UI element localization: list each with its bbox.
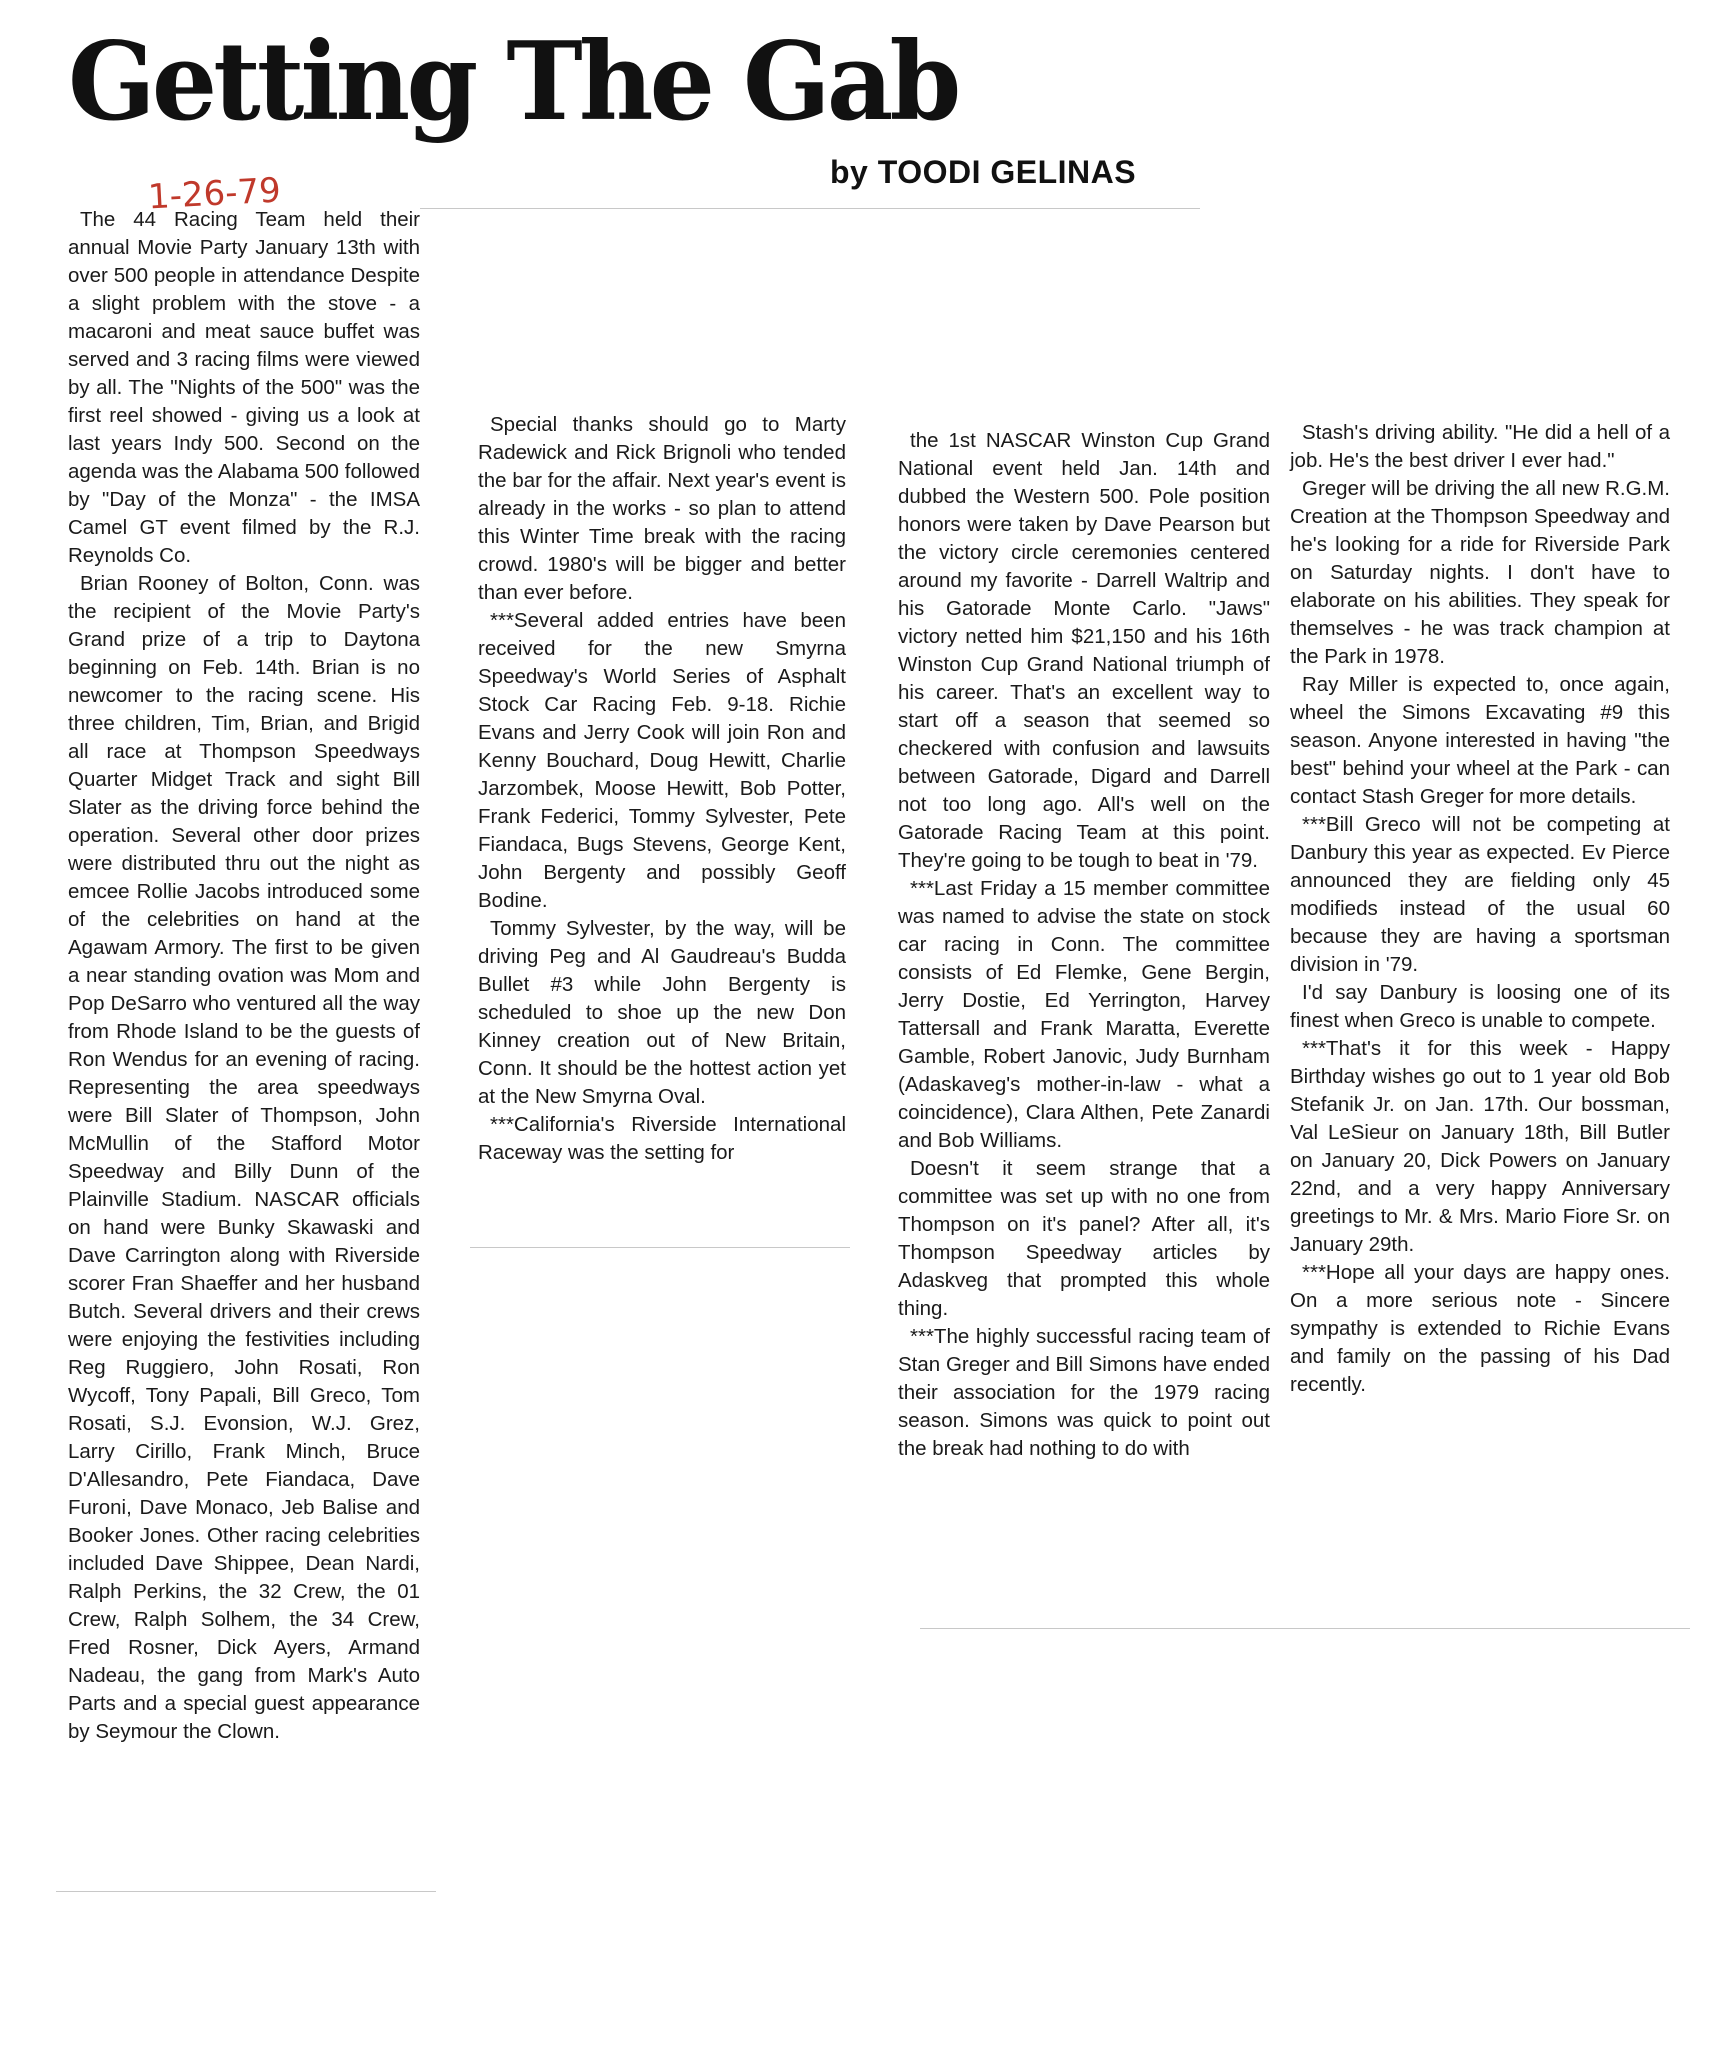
masthead-title: Getting The Gab [68, 19, 958, 145]
paragraph: ***The highly successful racing team of Stan Greger and Bill Simons have ended their association for the 1979 racing season. Simons was quick to point out the break had nothing to do with [898, 1325, 1270, 1460]
paragraph: ***Last Friday a 15 member committee was named to advise the state on stock car racing in Conn. The committee consists of Ed Flemke, Gene Bergin, Jerry Dostie, Ed Yerrington, Harvey Tattersall and Frank Maratta, Everette Gamble, Robert Janovic, Judy Burnham (Adaskaveg's mother-in-law - what a coincidence), Clara Althen, Pete Zanardi and Bob Williams. [898, 877, 1270, 1152]
paragraph: Greger will be driving the all new R.G.M. Creation at the Thompson Speedway and he's looking for a ride for Riverside Park on Saturday nights. I don't have to elaborate on his abilities. They speak for themselves - he was track champion at the Park in 1978. [1290, 477, 1670, 668]
header-rule [420, 208, 1200, 209]
paragraph: Special thanks should go to Marty Radewick and Rick Brignoli who tended the bar for the affair. Next year's event is already in the works - so plan to attend this Winter Time break with the racing crowd. 1980's will be bigger and better than ever before. [478, 413, 846, 604]
paragraph: the 1st NASCAR Winston Cup Grand National event held Jan. 14th and dubbed the Western 500. Pole position honors were taken by Dave Pearson but the victory circle ceremonies centered around my favorite - Darrell Waltrip and his Gatorade Monte Carlo. "Jaws" victory netted him $21,150 and his 16th Winston Cup Grand National triumph of his career. That's an excellent way to start off a season that seemed so checkered with confusion and lawsuits between Gatorade, Digard and Darrell not too long ago. All's well on the Gatorade Racing Team at this point. They're going to be tough to beat in '79. [898, 429, 1270, 872]
paragraph: ***Several added entries have been received for the new Smyrna Speedway's World Series of Asphalt Stock Car Racing Feb. 9-18. Richie Evans and Jerry Cook will join Ron and Kenny Bouchard, Doug Hewitt, Charlie Jarzombek, Moose Hewitt, Bob Potter, Frank Federici, Tommy Sylvester, Pete Fiandaca, Bugs Stevens, George Kent, John Bergenty and possibly Geoff Bodine. [478, 609, 846, 912]
article-column-4 [1290, 419, 1670, 1399]
article-column-2 [478, 411, 846, 1167]
paragraph: Stash's driving ability. "He did a hell of a job. He's the best driver I ever had." [1290, 421, 1670, 472]
paragraph: ***California's Riverside International Raceway was the setting for [478, 1113, 846, 1164]
byline: by TOODI GELINAS [830, 154, 1137, 190]
paragraph: ***Hope all your days are happy ones. On a more serious note - Sincere sympathy is extended to Richie Evans and family on the passing of his Dad recently. [1290, 1261, 1670, 1396]
paragraph: Brian Rooney of Bolton, Conn. was the recipient of the Movie Party's Grand prize of a trip to Daytona beginning on Feb. 14th. Brian is no newcomer to the racing scene. His three children, Tim, Brian, and Brigid all race at Thompson Speedways Quarter Midget Track and sight Bill Slater as the driving force behind the operation. Several other door prizes were distributed thru out the night as emcee Rollie Jacobs introduced some of the celebrities on hand at the Agawam Armory. The first to be given a near standing ovation was Mom and Pop DeSarro who ventured all the way from Rhode Island to be the guests of Ron Wendus for an evening of racing. Representing the area speedways were Bill Slater of Thompson, John McMullin of the Stafford Motor Speedway and Billy Dunn of the Plainville Stadium. NASCAR officials on hand were Bunky Skawaski and Dave Carrington along with Riverside scorer Fran Shaeffer and her husband Butch. Several drivers and their crews were enjoying the festivities including Reg Ruggiero, John Rosati, Ron Wycoff, Tony Papali, Bill Greco, Tom Rosati, S.J. Evonsion, W.J. Grez, Larry Cirillo, Frank Minch, Bruce D'Allesandro, Pete Fiandaca, Dave Furoni, Dave Monaco, Jeb Balise and Booker Jones. Other racing celebrities included Dave Shippee, Dean Nardi, Ralph Perkins, the 32 Crew, the 01 Crew, Ralph Solhem, the 34 Crew, Fred Rosner, Dick Ayers, Armand Nadeau, the gang from Mark's Auto Parts and a special guest appearance by Seymour the Clown. [68, 572, 420, 1743]
article-column-1 [68, 206, 420, 1746]
paragraph: ***That's it for this week - Happy Birthday wishes go out to 1 year old Bob Stefanik Jr. on Jan. 17th. Our bossman, Val LeSieur on January 18th, Bill Butler on January 20, Dick Powers on January 22nd, and a very happy Anniversary greetings to Mr. & Mrs. Mario Fiore Sr. on January 29th. [1290, 1037, 1670, 1256]
paragraph: Tommy Sylvester, by the way, will be driving Peg and Al Gaudreau's Budda Bullet #3 while John Bergenty is scheduled to shoe up the new Don Kinney creation out of New Britain, Conn. It should be the hottest action yet at the New Smyrna Oval. [478, 917, 846, 1108]
article-column-3 [898, 427, 1270, 1463]
handwritten-date: 1-26-79 [147, 170, 282, 218]
paragraph: ***Bill Greco will not be competing at Danbury this year as expected. Ev Pierce announced they are fielding only 45 modifieds instead of the usual 60 because they are having a sportsman division in '79. [1290, 813, 1670, 976]
paragraph: Doesn't it seem strange that a committee was set up with no one from Thompson on it's panel? After all, it's Thompson Speedway articles by Adaskveg that prompted this whole thing. [898, 1157, 1270, 1320]
paragraph: I'd say Danbury is loosing one of its finest when Greco is unable to compete. [1290, 981, 1670, 1032]
columns-3-4-end-rule [920, 1628, 1690, 1629]
paragraph: The 44 Racing Team held their annual Movie Party January 13th with over 500 people in attendance Despite a slight problem with the stove - a macaroni and meat sauce buffet was served and 3 racing films were viewed by all. The "Nights of the 500" was the first reel showed - giving us a look at last years Indy 500. Second on the agenda was the Alabama 500 followed by "Day of the Monza" - the IMSA Camel GT event filmed by the R.J. Reynolds Co. [68, 208, 420, 567]
column-2-end-rule [470, 1247, 850, 1248]
paragraph: Ray Miller is expected to, once again, wheel the Simons Excavating #9 this season. Anyone interested in having "the best" behind your wheel at the Park - can contact Stash Greger for more details. [1290, 673, 1670, 808]
column-1-end-rule [56, 1891, 436, 1892]
